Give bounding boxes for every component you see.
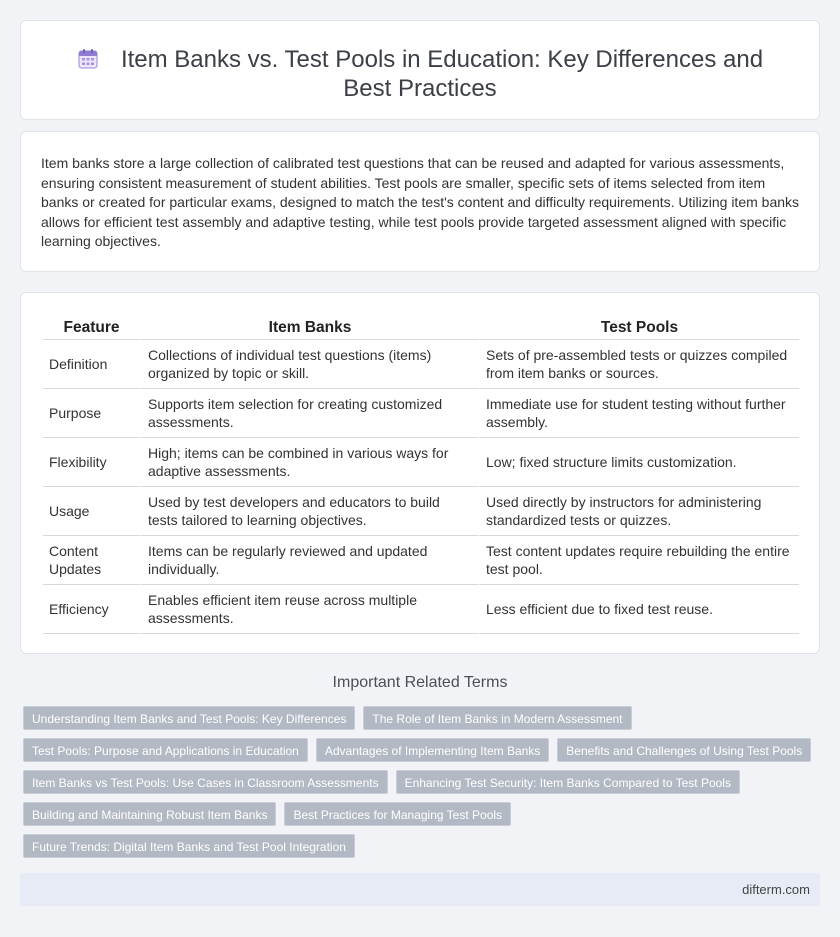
row-item-banks: Items can be regularly reviewed and updated individually. [140, 536, 478, 585]
header-item-banks: Item Banks [140, 315, 478, 340]
related-term-link[interactable]: Building and Maintaining Robust Item Banks [23, 802, 276, 826]
footer [20, 873, 820, 906]
row-test-pools: Sets of pre-assembled tests or quizzes compiled from item banks or sources. [478, 340, 799, 389]
related-term-link[interactable]: Future Trends: Digital Item Banks and Test Pool Integration [23, 834, 355, 858]
table-row [43, 389, 799, 438]
footer-site-link[interactable]: difterm.com [742, 882, 810, 897]
row-item-banks: High; items can be combined in various ways for adaptive assessments. [140, 438, 478, 487]
row-test-pools: Less efficient due to fixed test reuse. [478, 585, 799, 634]
intro-card [20, 131, 820, 272]
row-item-banks: Collections of individual test questions (items) organized by topic or skill. [140, 340, 478, 389]
related-term-link[interactable]: Test Pools: Purpose and Applications in Education [23, 738, 308, 762]
related-term-link[interactable]: The Role of Item Banks in Modern Assessment [363, 706, 631, 730]
related-terms-list [23, 706, 823, 858]
row-test-pools: Immediate use for student testing without further assembly. [478, 389, 799, 438]
related-term-link[interactable]: Advantages of Implementing Item Banks [316, 738, 549, 762]
table-header-row [43, 315, 799, 340]
row-test-pools: Test content updates require rebuilding the entire test pool. [478, 536, 799, 585]
related-term-link[interactable]: Understanding Item Banks and Test Pools: Key Differences [23, 706, 355, 730]
table-row [43, 438, 799, 487]
comparison-table [43, 315, 799, 634]
related-term-link[interactable]: Benefits and Challenges of Using Test Pools [557, 738, 811, 762]
table-row [43, 585, 799, 634]
page-title-wrap [51, 45, 789, 103]
row-feature: Efficiency [43, 585, 140, 634]
comparison-table-card [20, 292, 820, 654]
row-feature: Flexibility [43, 438, 140, 487]
row-test-pools: Low; fixed structure limits customization. [478, 438, 799, 487]
row-feature: Definition [43, 340, 140, 389]
related-term-link[interactable]: Best Practices for Managing Test Pools [284, 802, 511, 826]
header-feature: Feature [43, 315, 140, 340]
table-row [43, 340, 799, 389]
row-feature: Purpose [43, 389, 140, 438]
title-card [20, 20, 820, 120]
related-term-link[interactable]: Item Banks vs Test Pools: Use Cases in Classroom Assessments [23, 770, 388, 794]
row-item-banks: Supports item selection for creating customized assessments. [140, 389, 478, 438]
related-terms-heading: Important Related Terms [332, 674, 508, 691]
table-row [43, 536, 799, 585]
related-term-link[interactable]: Enhancing Test Security: Item Banks Compared to Test Pools [396, 770, 740, 794]
page-title: Item Banks vs. Test Pools in Education: Key Differences and Best Practices [120, 46, 764, 102]
row-feature: Content Updates [43, 536, 140, 585]
header-test-pools: Test Pools [478, 315, 799, 340]
row-test-pools: Used directly by instructors for administering standardized tests or quizzes. [478, 487, 799, 536]
intro-paragraph: Item banks store a large collection of calibrated test questions that can be reused and adapted for various assessments, ensuring consistent measurement of student abilities. Test pools are smaller, specific sets of items selected from item banks or created for particular exams, designed to match the test's content and difficulty requirements. Utilizing item banks allows for efficient test assembly and adaptive testing, while test pools provide targeted assessment aligned with specific learning objectives. [41, 155, 800, 249]
row-item-banks: Enables efficient item reuse across multiple assessments. [140, 585, 478, 634]
table-row [43, 487, 799, 536]
calendar-icon [77, 48, 99, 70]
row-item-banks: Used by test developers and educators to build tests tailored to learning objectives. [140, 487, 478, 536]
row-feature: Usage [43, 487, 140, 536]
